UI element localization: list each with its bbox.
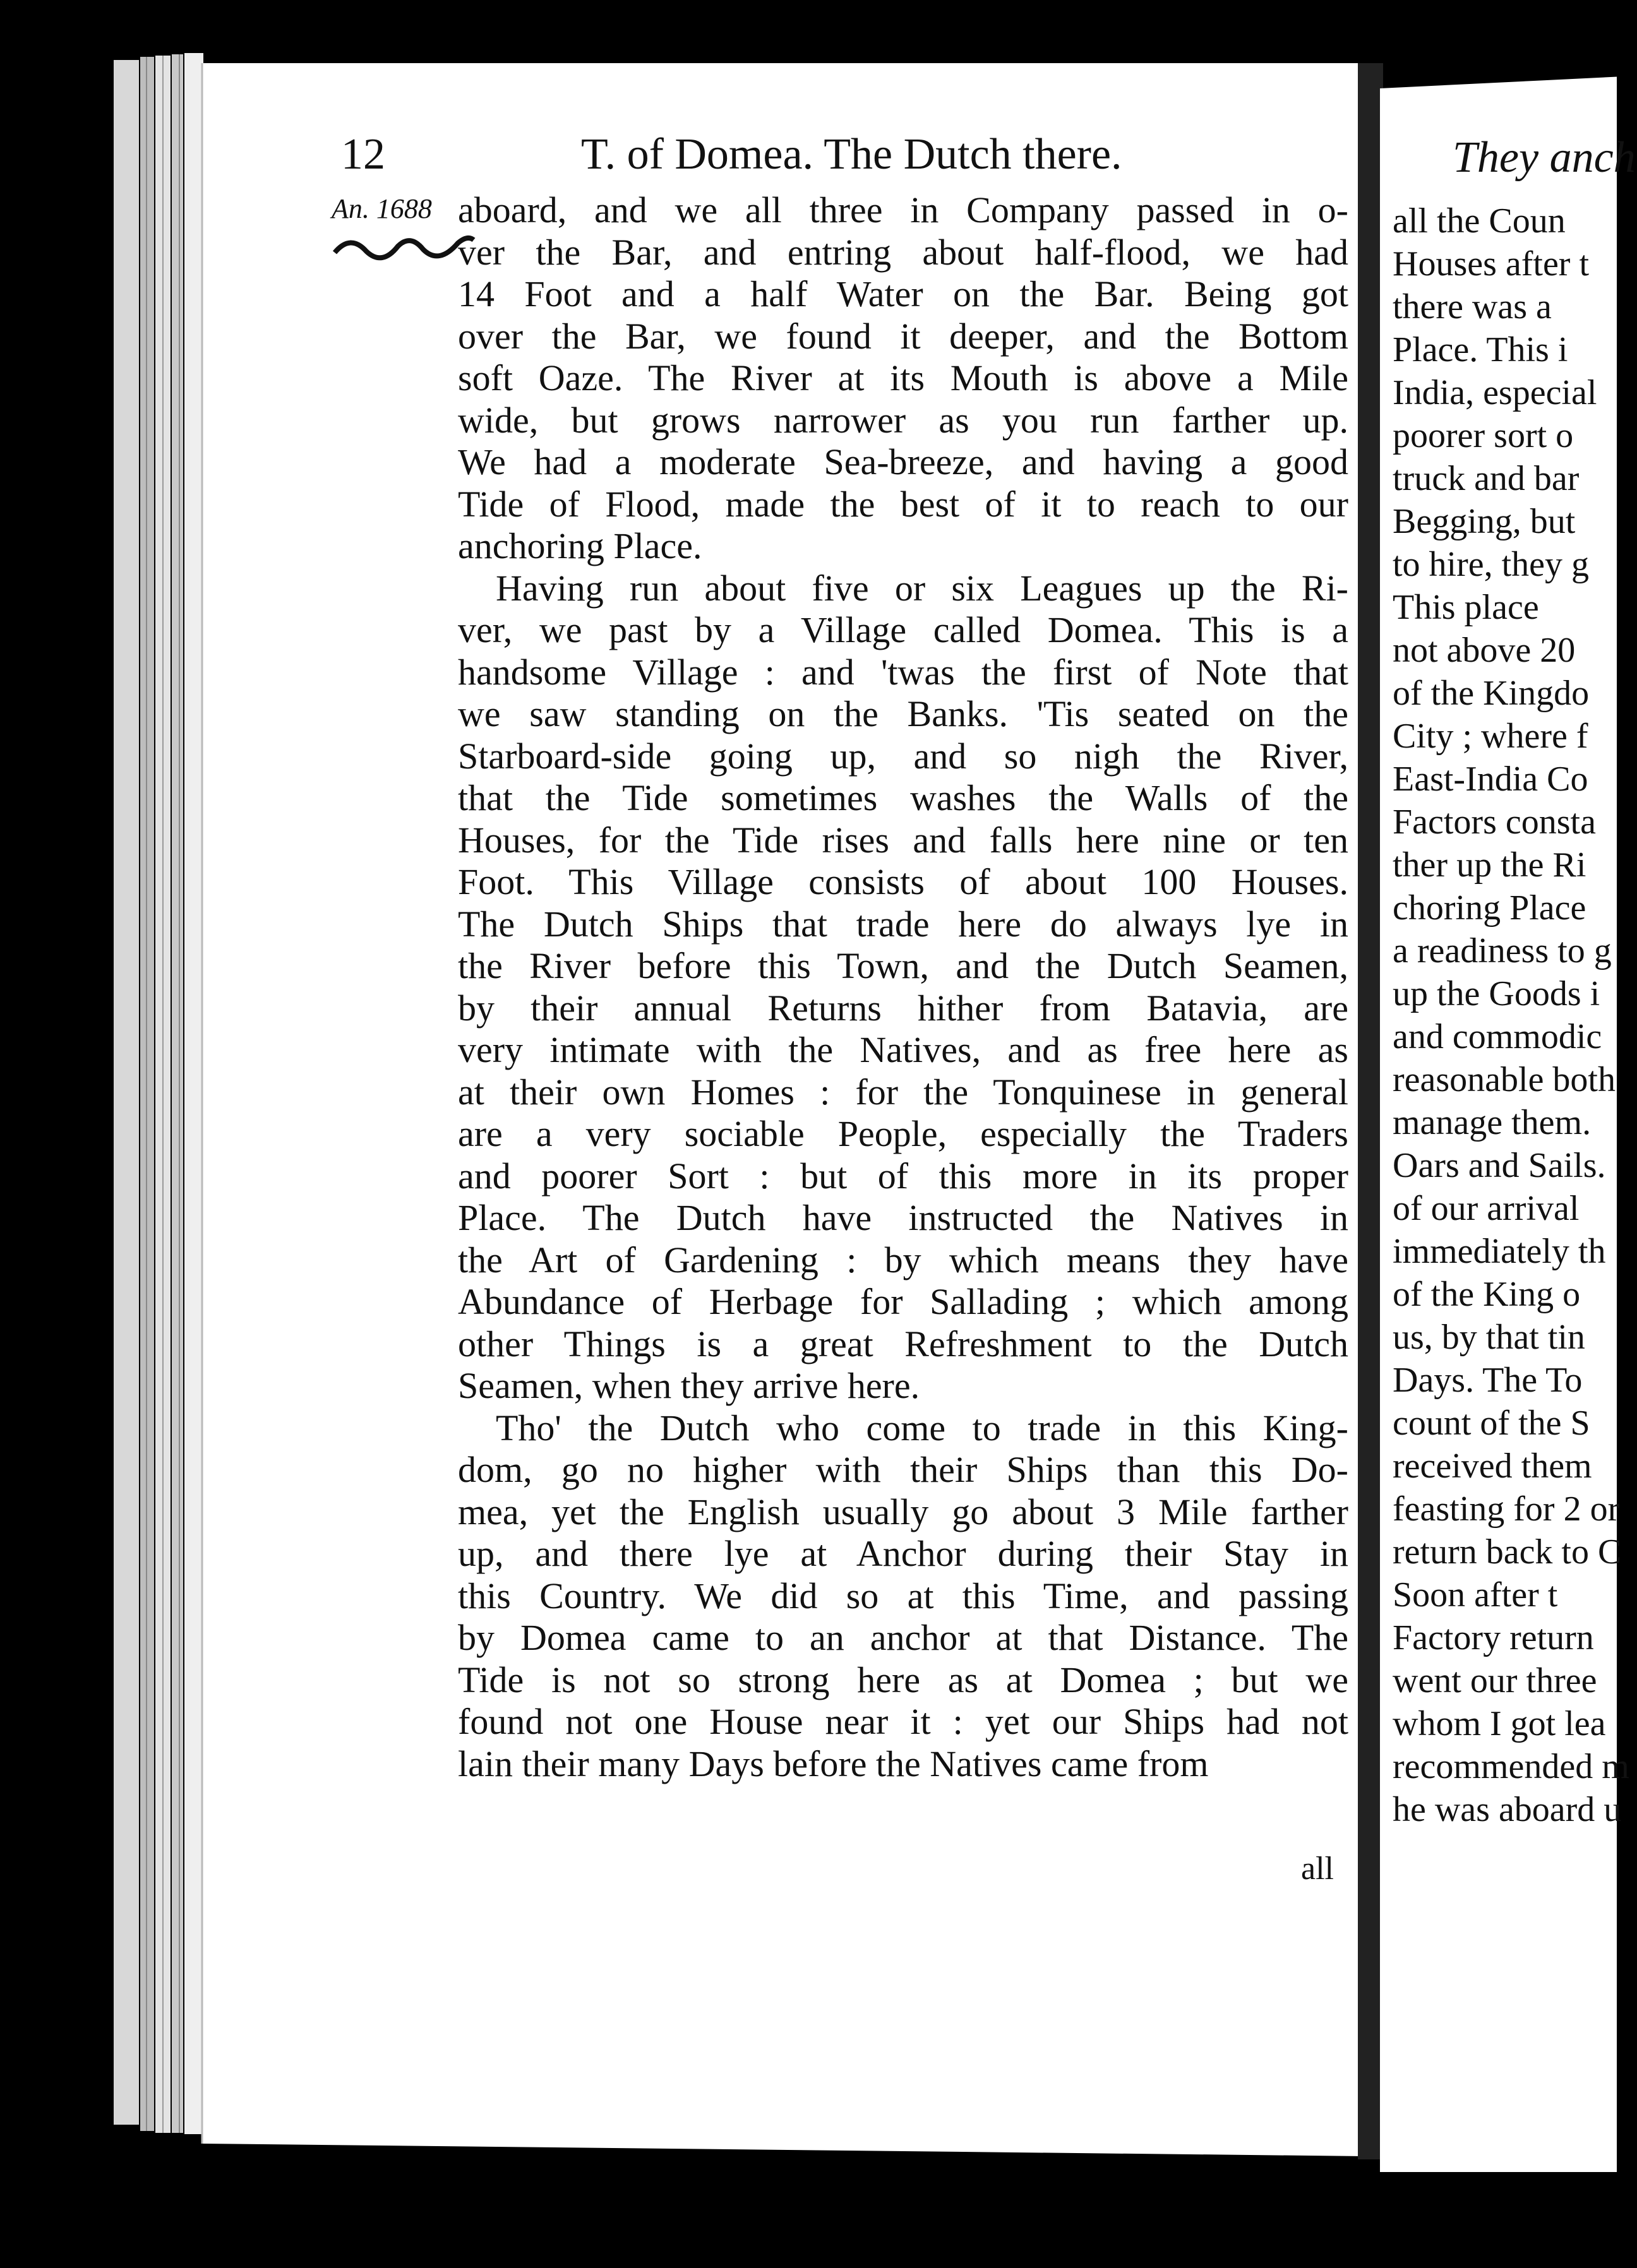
- facing-text-line: of the King o: [1393, 1275, 1581, 1314]
- facing-text-line: went our three: [1393, 1661, 1597, 1700]
- facing-text-line: City ; where f: [1393, 717, 1588, 756]
- text-line: found not one House near it : yet our Ships had not: [458, 1701, 1348, 1742]
- running-title: T. of Domea. The Dutch there.: [581, 130, 1122, 179]
- text-line: ver, we past by a Village called Domea. This is a: [458, 609, 1348, 650]
- catchword: all: [1301, 1851, 1334, 1887]
- facing-text-line: Days. The To: [1393, 1361, 1583, 1400]
- facing-text-line: return back to C: [1393, 1532, 1622, 1572]
- text-line: dom, go no higher with their Ships than this Do-: [458, 1449, 1348, 1490]
- facing-text-line: all the Coun: [1393, 201, 1566, 241]
- text-line: Seamen, when they arrive here.: [458, 1365, 920, 1406]
- text-line: Tide is not so strong here as at Domea ; but we: [458, 1659, 1348, 1700]
- text-line: The Dutch Ships that trade here do always lye in: [458, 903, 1348, 945]
- facing-text-line: us, by that tin: [1393, 1318, 1585, 1357]
- text-line: Having run about five or six Leagues up the Ri-: [496, 567, 1348, 609]
- facing-running-head: They anch: [1453, 133, 1636, 182]
- facing-text-line: Begging, but: [1393, 502, 1576, 541]
- text-line: up, and there lye at Anchor during their Stay in: [458, 1533, 1348, 1574]
- facing-text-line: India, especial: [1393, 373, 1597, 412]
- text-line: 14 Foot and a half Water on the Bar. Being got: [458, 273, 1348, 314]
- text-line: very intimate with the Natives, and as free here as: [458, 1029, 1348, 1070]
- text-line: Tide of Flood, made the best of it to reach to our: [458, 483, 1348, 525]
- text-line: lain their many Days before the Natives came from: [458, 1743, 1209, 1784]
- facing-text-line: not above 20: [1393, 631, 1576, 670]
- page-body-text: [458, 189, 1348, 1785]
- text-line: by their annual Returns hither from Batavia, are: [458, 987, 1348, 1029]
- text-line: by Domea came to an anchor at that Distance. The: [458, 1617, 1348, 1658]
- facing-text-line: choring Place: [1393, 888, 1586, 928]
- text-line: Place. The Dutch have instructed the Natives in: [458, 1197, 1348, 1238]
- facing-text-line: Factory return: [1393, 1618, 1594, 1657]
- facing-text-line: feasting for 2 or: [1393, 1489, 1620, 1529]
- facing-text-line: Houses after t: [1393, 244, 1590, 284]
- text-line: wide, but grows narrower as you run farther up.: [458, 399, 1348, 441]
- text-line: anchoring Place.: [458, 525, 702, 566]
- text-line: handsome Village : and 'twas the first of Note that: [458, 651, 1348, 693]
- facing-text-line: East-India Co: [1393, 760, 1588, 799]
- text-line: ver the Bar, and entring about half-flood, we had: [458, 231, 1348, 273]
- facing-text-line: of the Kingdo: [1393, 674, 1590, 713]
- text-line: at their own Homes : for the Tonquinese in general: [458, 1071, 1348, 1113]
- ornament-flourish: [332, 227, 477, 272]
- facing-text-line: Soon after t: [1393, 1575, 1558, 1614]
- page-number: 12: [341, 130, 385, 179]
- facing-text-line: This place: [1393, 588, 1539, 627]
- margin-year: An. 1688: [332, 193, 432, 224]
- text-line: Foot. This Village consists of about 100 Houses.: [458, 861, 1348, 902]
- text-line: Abundance of Herbage for Sallading ; which among: [458, 1281, 1348, 1322]
- facing-text-line: he was aboard u: [1393, 1790, 1622, 1829]
- text-line: are a very sociable People, especially the Traders: [458, 1113, 1348, 1154]
- text-line: the River before this Town, and the Dutch Seamen,: [458, 945, 1348, 986]
- facing-text-line: of our arrival: [1393, 1189, 1580, 1228]
- facing-text-line: ther up the Ri: [1393, 845, 1586, 885]
- text-line: over the Bar, we found it deeper, and the Bottom: [458, 315, 1348, 357]
- facing-text-line: there was a: [1393, 287, 1552, 326]
- facing-text-line: a readiness to g: [1393, 931, 1612, 970]
- facing-text-line: reasonable both: [1393, 1060, 1616, 1099]
- text-line: other Things is a great Refreshment to the Dutch: [458, 1323, 1348, 1364]
- facing-text-line: count of the S: [1393, 1404, 1590, 1443]
- facing-text-line: up the Goods i: [1393, 974, 1600, 1013]
- facing-text-line: poorer sort o: [1393, 416, 1574, 455]
- text-line: mea, yet the English usually go about 3 Mile farther: [458, 1491, 1348, 1532]
- facing-text-line: Place. This i: [1393, 330, 1568, 369]
- facing-text-line: truck and bar: [1393, 459, 1580, 498]
- facing-text-line: immediately th: [1393, 1232, 1606, 1271]
- text-line: this Country. We did so at this Time, and passing: [458, 1575, 1348, 1616]
- text-line: We had a moderate Sea-breeze, and having a good: [458, 441, 1348, 482]
- text-line: aboard, and we all three in Company passed in o-: [458, 189, 1348, 230]
- facing-text-line: received them: [1393, 1447, 1592, 1486]
- facing-text-line: recommended m: [1393, 1747, 1629, 1786]
- text-line: we saw standing on the Banks. 'Tis seated on the: [458, 693, 1348, 734]
- text-line: that the Tide sometimes washes the Walls of the: [458, 777, 1348, 818]
- facing-text-line: and commodic: [1393, 1017, 1602, 1056]
- facing-text-line: Oars and Sails.: [1393, 1146, 1606, 1185]
- facing-text-line: manage them.: [1393, 1103, 1592, 1142]
- facing-text-line: whom I got lea: [1393, 1704, 1606, 1743]
- text-line: the Art of Gardening : by which means they have: [458, 1239, 1348, 1280]
- text-line: soft Oaze. The River at its Mouth is above a Mile: [458, 357, 1348, 398]
- facing-text-line: to hire, they g: [1393, 545, 1590, 584]
- facing-text-line: Factors consta: [1393, 803, 1596, 842]
- text-line: and poorer Sort : but of this more in its proper: [458, 1155, 1348, 1197]
- text-line: Tho' the Dutch who come to trade in this King-: [496, 1407, 1348, 1448]
- text-line: Houses, for the Tide rises and falls here nine or ten: [458, 819, 1348, 861]
- text-line: Starboard-side going up, and so nigh the River,: [458, 735, 1348, 777]
